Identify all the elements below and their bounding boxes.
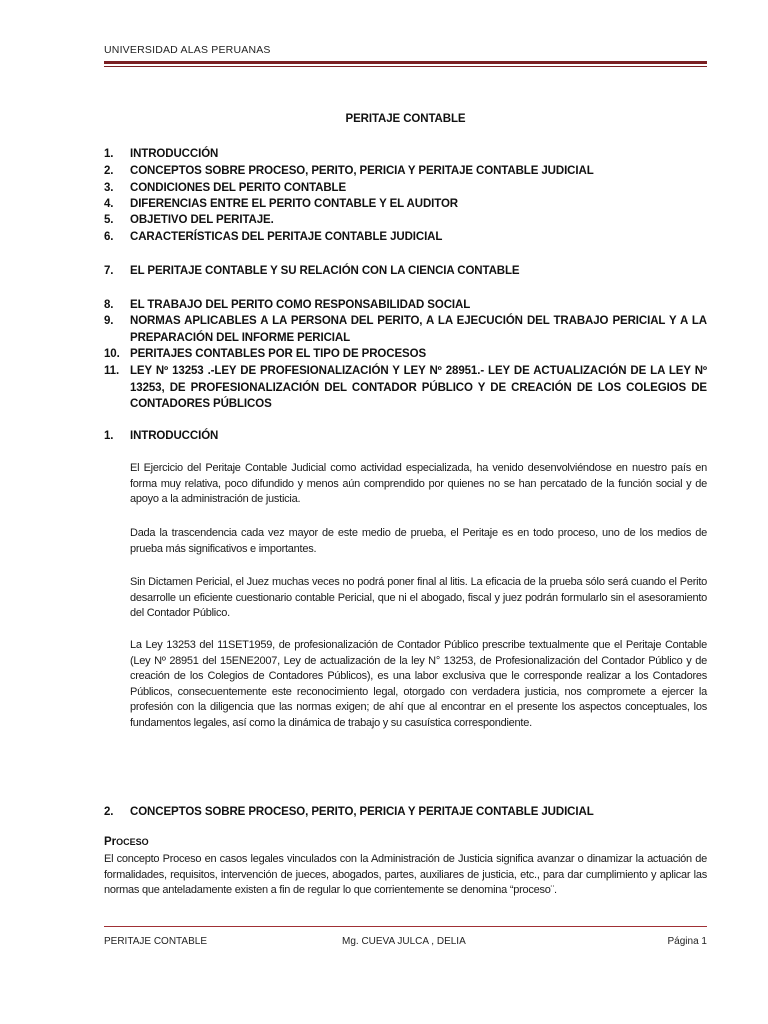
toc-text: LEY Nº 13253 .-LEY DE PROFESIONALIZACIÓN Y LEY Nº 28951.- LEY DE ACTUALIZACIÓN DE LA LEY Nº 13253, DE PROFESIONALIZACIÓN DEL CONTADOR PÚBLICO Y DE CREACIÓN DE LOS COLEGIOS DE CONTADORES PÚBLICOS [130,365,707,410]
toc-item [104,180,707,197]
toc-item [104,163,707,180]
paragraph: Sin Dictamen Pericial, el Juez muchas veces no podrá poner final al litis. La eficacia de la prueba sólo será cuando el Perito desarrolle un eficiente cuestionario contable Pericial, que ni el abogado, fiscal y juez podrán formularlo sin el asesoramiento del Contador Público. [130,576,707,619]
toc-item [104,363,707,413]
toc-number: 1. [104,148,114,160]
toc-text: CONDICIONES DEL PERITO CONTABLE [130,182,347,194]
section-title: CONCEPTOS SOBRE PROCESO, PERITO, PERICIA Y PERITAJE CONTABLE JUDICIAL [130,806,594,818]
subheading-initial: Pr [104,836,117,848]
paragraph: El concepto Proceso en casos legales vinculados con la Administración de Justicia significa avanzar o dinamizar la actuación de formalidades, requisitos, intervención de jueces, abogados, partes, auxiliares de justicia, etc., para dar cumplimiento y aplicar las normas que anteladamente existen a fin de regular lo que corrientemente se denomina “proceso¨. [104,853,707,896]
subheading-proceso [104,836,149,848]
toc-number: 2. [104,165,114,177]
toc-item [104,229,707,246]
toc-text: EL TRABAJO DEL PERITO COMO RESPONSABILIDAD SOCIAL [130,299,471,311]
toc-number: 5. [104,214,114,226]
toc-item [104,196,707,213]
toc-text: NORMAS APLICABLES A LA PERSONA DEL PERITO, A LA EJECUCIÓN DEL TRABAJO PERICIAL Y A LA PREPARACIÓN DEL INFORME PERICIAL [130,315,707,344]
paragraph: El Ejercicio del Peritaje Contable Judicial como actividad especializada, ha venido desenvolviéndose en nuestro país en forma muy relativa, poco difundido y menos aún comprendido por quienes no se han percatado de la función social y de apoyo a la administración de justicia. [130,462,707,505]
toc-item [104,263,707,280]
section-heading [104,428,707,444]
footer-left: PERITAJE CONTABLE [104,936,207,947]
toc-number: 4. [104,198,114,210]
toc-text: EL PERITAJE CONTABLE Y SU RELACIÓN CON LA CIENCIA CONTABLE [130,265,520,277]
toc-item [104,297,707,314]
toc-text: PERITAJES CONTABLES POR EL TIPO DE PROCESOS [130,348,427,360]
toc-number: 6. [104,231,114,243]
section-heading [104,804,707,820]
toc-number: 10. [104,348,120,360]
paragraph: Dada la trascendencia cada vez mayor de este medio de prueba, el Peritaje es en todo proceso, uno de los medios de prueba más significativos e importantes. [130,527,707,555]
toc-item [104,346,707,363]
section-number: 2. [104,806,114,818]
section-title: INTRODUCCIÓN [130,430,219,442]
footer-author: Mg. CUEVA JULCA , DELIA [342,936,466,947]
running-header: UNIVERSIDAD ALAS PERUANAS [104,44,271,56]
toc-item [104,146,707,163]
footer-rule [104,926,707,927]
header-rule-thin [104,66,707,67]
toc-text: DIFERENCIAS ENTRE EL PERITO CONTABLE Y EL AUDITOR [130,198,459,210]
page-number: Página 1 [667,936,707,947]
toc-number: 7. [104,265,114,277]
toc-item [104,313,707,346]
toc-number: 9. [104,315,114,327]
toc-text: CONCEPTOS SOBRE PROCESO, PERITO, PERICIA Y PERITAJE CONTABLE JUDICIAL [130,165,594,177]
toc-number: 11. [104,365,120,377]
toc-number: 8. [104,299,114,311]
toc-text: INTRODUCCIÓN [130,148,219,160]
toc-item [104,212,707,229]
subheading-smallcaps: OCESO [116,837,149,847]
toc-text: CARACTERÍSTICAS DEL PERITAJE CONTABLE JUDICIAL [130,231,443,243]
paragraph: La Ley 13253 del 11SET1959, de profesionalización de Contador Público prescribe textualmente que el Peritaje Contable (Ley Nº 28951 del 15ENE2007, Ley de actualización de la ley N° 13253, de Profesionalización del Contador Público y de creación de los Colegios de Contadores Públicos), es una labor exclusiva que le corresponde realizar a los Contadores Públicos, consecuentemente este reconocimiento legal, otorgado con verdadera justicia, nos compromete a ejercer la profesión con la diligencia que las normas exigen; de ahí que al encontrar en el presente los aspectos conceptuales, los fundamentos legales, así como la dinámica de trabajo y su casuística correspondiente. [130,639,707,729]
toc-text: OBJETIVO DEL PERITAJE. [130,214,274,226]
toc-number: 3. [104,182,114,194]
section-number: 1. [104,430,114,442]
header-rule-thick [104,61,707,64]
document-title: PERITAJE CONTABLE [345,113,466,125]
